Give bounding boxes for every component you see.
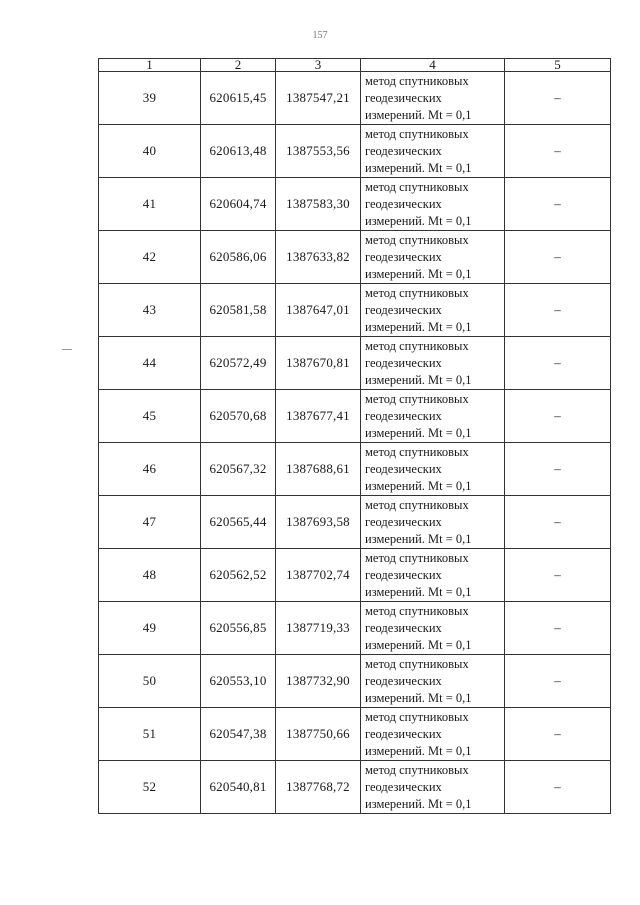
note-cell: – [505,125,611,178]
method-cell [361,231,505,284]
method-cell [361,72,505,125]
method-line: метод спутниковых [365,709,469,724]
x-coordinate-cell: 620562,52 [201,549,276,602]
x-coordinate-cell: 620613,48 [201,125,276,178]
point-number-cell: 49 [99,602,201,655]
method-line: измерений. Mt = 0,1 [365,107,472,122]
method-cell [361,708,505,761]
y-coordinate-cell: 1387688,61 [276,443,361,496]
table-body [99,72,611,814]
method-line: метод спутниковых [365,126,469,141]
method-line: метод спутниковых [365,391,469,406]
note-cell: – [505,284,611,337]
table-row [99,443,611,496]
y-coordinate-cell: 1387633,82 [276,231,361,284]
table-row [99,125,611,178]
note-cell: – [505,443,611,496]
header-col-5: 5 [505,59,611,72]
method-cell [361,496,505,549]
method-line: геодезических [365,620,442,635]
method-line: метод спутниковых [365,338,469,353]
point-number-cell: 43 [99,284,201,337]
header-col-3: 3 [276,59,361,72]
table-row [99,708,611,761]
header-col-1: 1 [99,59,201,72]
table-row [99,231,611,284]
note-cell: – [505,390,611,443]
x-coordinate-cell: 620572,49 [201,337,276,390]
point-number-cell: 41 [99,178,201,231]
method-line: измерений. Mt = 0,1 [365,160,472,175]
method-cell [361,655,505,708]
note-cell: – [505,337,611,390]
table-row [99,337,611,390]
x-coordinate-cell: 620556,85 [201,602,276,655]
method-line: измерений. Mt = 0,1 [365,213,472,228]
x-coordinate-cell: 620586,06 [201,231,276,284]
note-cell: – [505,549,611,602]
point-number-cell: 45 [99,390,201,443]
method-cell [361,549,505,602]
method-cell [361,443,505,496]
header-col-4: 4 [361,59,505,72]
method-line: метод спутниковых [365,603,469,618]
note-cell: – [505,496,611,549]
y-coordinate-cell: 1387702,74 [276,549,361,602]
point-number-cell: 39 [99,72,201,125]
method-line: геодезических [365,567,442,582]
method-line: измерений. Mt = 0,1 [365,478,472,493]
y-coordinate-cell: 1387670,81 [276,337,361,390]
point-number-cell: 52 [99,761,201,814]
method-line: измерений. Mt = 0,1 [365,796,472,811]
table-row [99,496,611,549]
method-line: геодезических [365,143,442,158]
point-number-cell: 42 [99,231,201,284]
page-number: 157 [312,30,328,41]
x-coordinate-cell: 620570,68 [201,390,276,443]
point-number-cell: 48 [99,549,201,602]
coordinates-table [98,58,611,814]
y-coordinate-cell: 1387553,56 [276,125,361,178]
method-line: геодезических [365,90,442,105]
y-coordinate-cell: 1387719,33 [276,602,361,655]
method-line: метод спутниковых [365,179,469,194]
method-line: метод спутниковых [365,497,469,512]
table-row [99,602,611,655]
header-col-2: 2 [201,59,276,72]
method-line: геодезических [365,355,442,370]
y-coordinate-cell: 1387583,30 [276,178,361,231]
method-line: измерений. Mt = 0,1 [365,690,472,705]
method-line: метод спутниковых [365,73,469,88]
note-cell: – [505,602,611,655]
table-header-row [99,59,611,72]
method-cell [361,125,505,178]
note-cell: – [505,72,611,125]
method-line: измерений. Mt = 0,1 [365,584,472,599]
x-coordinate-cell: 620604,74 [201,178,276,231]
point-number-cell: 50 [99,655,201,708]
x-coordinate-cell: 620540,81 [201,761,276,814]
table-row [99,72,611,125]
y-coordinate-cell: 1387768,72 [276,761,361,814]
method-cell [361,761,505,814]
point-number-cell: 51 [99,708,201,761]
point-number-cell: 46 [99,443,201,496]
method-line: метод спутниковых [365,444,469,459]
y-coordinate-cell: 1387693,58 [276,496,361,549]
x-coordinate-cell: 620581,58 [201,284,276,337]
y-coordinate-cell: 1387732,90 [276,655,361,708]
method-line: геодезических [365,461,442,476]
y-coordinate-cell: 1387547,21 [276,72,361,125]
y-coordinate-cell: 1387750,66 [276,708,361,761]
table-row [99,390,611,443]
method-line: метод спутниковых [365,285,469,300]
method-cell [361,337,505,390]
x-coordinate-cell: 620567,32 [201,443,276,496]
table-row [99,761,611,814]
x-coordinate-cell: 620615,45 [201,72,276,125]
note-cell: – [505,178,611,231]
x-coordinate-cell: 620565,44 [201,496,276,549]
x-coordinate-cell: 620553,10 [201,655,276,708]
method-line: метод спутниковых [365,656,469,671]
y-coordinate-cell: 1387677,41 [276,390,361,443]
method-line: геодезических [365,249,442,264]
method-line: геодезических [365,514,442,529]
method-line: геодезических [365,302,442,317]
method-line: измерений. Mt = 0,1 [365,531,472,546]
method-line: измерений. Mt = 0,1 [365,425,472,440]
method-cell [361,390,505,443]
method-line: измерений. Mt = 0,1 [365,266,472,281]
method-line: геодезических [365,726,442,741]
note-cell: – [505,655,611,708]
note-cell: – [505,231,611,284]
table-row [99,178,611,231]
method-line: геодезических [365,196,442,211]
table-row [99,655,611,708]
method-line: метод спутниковых [365,550,469,565]
table-row [99,284,611,337]
margin-mark [62,349,72,350]
point-number-cell: 40 [99,125,201,178]
method-line: метод спутниковых [365,232,469,247]
x-coordinate-cell: 620547,38 [201,708,276,761]
method-cell [361,284,505,337]
point-number-cell: 47 [99,496,201,549]
method-line: метод спутниковых [365,762,469,777]
method-line: геодезических [365,779,442,794]
method-line: измерений. Mt = 0,1 [365,319,472,334]
method-line: измерений. Mt = 0,1 [365,637,472,652]
method-line: геодезических [365,408,442,423]
method-cell [361,178,505,231]
method-line: измерений. Mt = 0,1 [365,743,472,758]
point-number-cell: 44 [99,337,201,390]
method-line: измерений. Mt = 0,1 [365,372,472,387]
method-line: геодезических [365,673,442,688]
note-cell: – [505,761,611,814]
y-coordinate-cell: 1387647,01 [276,284,361,337]
note-cell: – [505,708,611,761]
table-row [99,549,611,602]
method-cell [361,602,505,655]
